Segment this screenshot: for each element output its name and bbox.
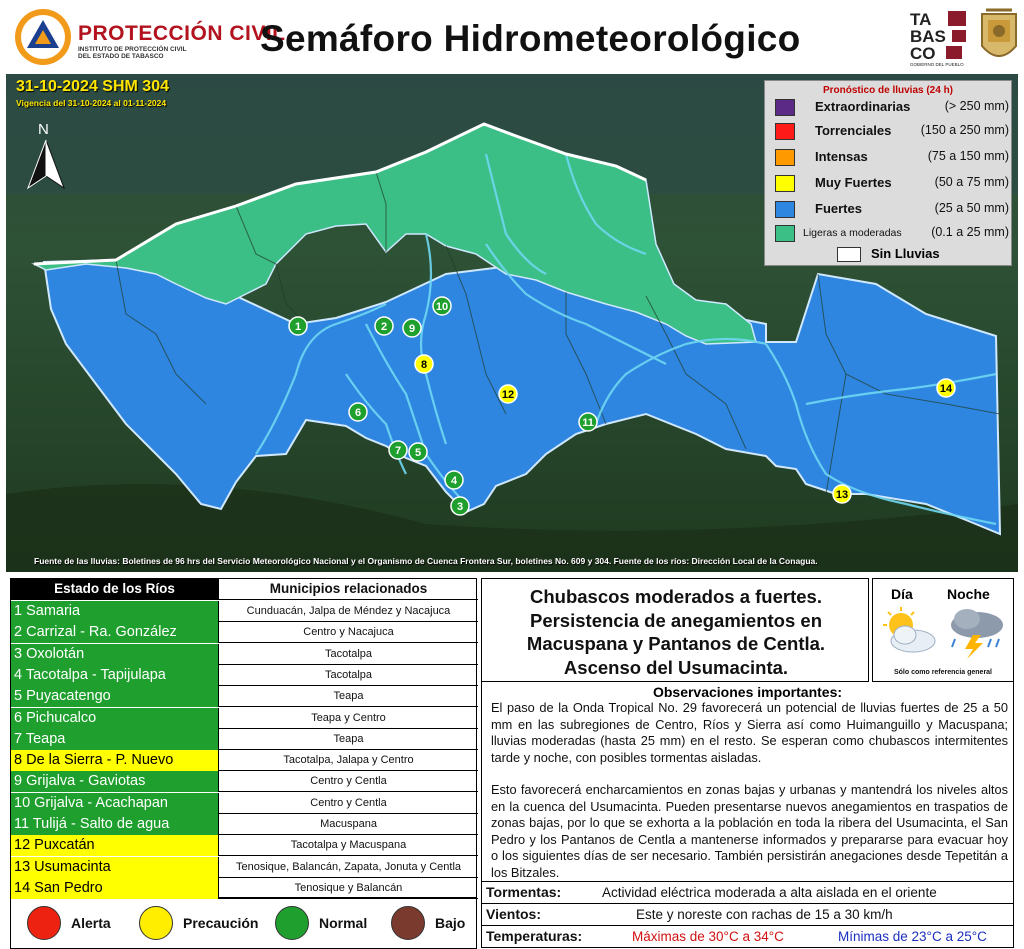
- legend-swatch: [775, 123, 795, 140]
- status-label: Bajo: [435, 915, 466, 931]
- org-title: PROTECCIÓN CIVIL: [78, 22, 286, 45]
- summary-line: Macuspana y Pantanos de Centla.: [526, 633, 826, 654]
- legend-swatch: [775, 149, 795, 166]
- legend-label: Extraordinarias: [815, 99, 911, 114]
- status-label: Normal: [319, 915, 368, 931]
- station-marker-3: [451, 497, 469, 515]
- related-municipalities: Cunduacán, Jalpa de Méndez y Nacajuca: [246, 605, 451, 617]
- station-marker-11: [579, 413, 597, 431]
- temperatures-label: Temperaturas:: [486, 928, 583, 944]
- observations-paragraph-2: Esto favorecerá encharcamientos en zonas bajas y urbanas y mantendrá los niveles altos en la cuenca del Usumacinta. Pueden presentarse nuevos anegamientos en traspatios de zonas bajas, por lo que se exhorta a la población en toda la ribera del Usumacinta, el San Pedro y los Pantanos de Centla a mantenerse informados y prepararse para evacuar hoy o los siguientes días de ser necesario. También persistirán anegaciones desde Tepetitán a los Bitzales.: [491, 782, 1008, 880]
- station-marker-5: [409, 443, 427, 461]
- river-name: 10 Grijalva - Acachapan: [11, 793, 219, 814]
- svg-text:GOBIERNO DEL PUEBLO: GOBIERNO DEL PUEBLO: [910, 62, 964, 67]
- reference-note: Sólo como referencia general: [893, 669, 993, 676]
- winds-row: [481, 904, 1014, 926]
- legend-item: [773, 199, 1009, 221]
- station-number: 3: [456, 501, 464, 513]
- storms-value: Actividad eléctrica moderada a alta aislada en el oriente: [602, 885, 937, 900]
- source-note: Fuente de las lluvias: Boletines de 96 hrs del Servicio Meteorológico Nacional y el Organismo de Cuenca Frontera Sur, boletines No. 609 y 304. Fuente de los ríos: Dirección Local de la Conagua.: [34, 556, 818, 566]
- status-label: Precaución: [183, 915, 259, 931]
- station-marker-10: [433, 297, 451, 315]
- table-row: [11, 771, 478, 792]
- river-name: 2 Carrizal - Ra. González: [11, 622, 219, 643]
- station-number: 4: [450, 475, 458, 487]
- station-number: 11: [582, 417, 594, 429]
- rain-legend: [764, 80, 1012, 266]
- storm-cloud-icon: [943, 605, 1007, 659]
- winds-label: Vientos:: [486, 906, 541, 922]
- svg-text:CO: CO: [910, 44, 936, 63]
- status-dot: [391, 906, 425, 940]
- river-name: 12 Puxcatán: [11, 835, 219, 856]
- legend-swatch: [775, 201, 795, 218]
- table-row: [11, 708, 478, 729]
- station-number: 2: [380, 321, 388, 333]
- observations-paragraph-1: El paso de la Onda Tropical No. 29 favorecerá un potencial de lluvias fuertes de 25 a 50 mm en las subregiones de Centro, Ríos y Sierra así como Huimanguillo y Macuspana; lluvias moderadas (hasta 25 mm) en el resto. Se esperan como chubascos intermitentes tarde y noche, con posibles tormentas aisladas.: [491, 700, 1008, 765]
- related-municipalities: Centro y Centla: [310, 775, 387, 788]
- station-marker-2: [375, 317, 393, 335]
- day-night-forecast: [872, 578, 1014, 682]
- legend-range: (> 250 mm): [944, 99, 1009, 113]
- station-number: 6: [354, 407, 362, 419]
- temperature-min: Mínimas de 23°C a 25°C: [838, 929, 987, 944]
- summary-line: Persistencia de anegamientos en: [529, 609, 822, 631]
- station-number: 7: [394, 445, 402, 457]
- station-number: 10: [435, 301, 449, 313]
- status-legend: [10, 898, 477, 949]
- observations-title: Observaciones importantes:: [652, 684, 843, 700]
- river-name: 9 Grijalva - Gaviotas: [11, 771, 219, 792]
- station-marker-8: [415, 355, 433, 373]
- header: [0, 0, 1024, 74]
- map-panel: [6, 74, 1018, 572]
- related-municipalities: Centro y Centla: [310, 796, 387, 809]
- related-municipalities: Macuspana: [320, 818, 377, 830]
- storms-row: [481, 882, 1014, 904]
- related-municipalities: Tacotalpa y Macuspana: [290, 839, 407, 852]
- summary-line: Ascenso del Usumacinta.: [563, 656, 789, 678]
- station-number: 14: [939, 383, 953, 395]
- river-name: 8 De la Sierra - P. Nuevo: [11, 750, 219, 771]
- night-label: Noche: [947, 586, 990, 602]
- legend-range: (150 a 250 mm): [920, 123, 1009, 137]
- table-row: [11, 686, 478, 707]
- table-row: [11, 857, 478, 878]
- station-number: 12: [501, 389, 515, 401]
- station-number: 8: [420, 359, 428, 371]
- bulletin-date-title: 31-10-2024 SHM 304: [16, 78, 169, 95]
- table-header: [11, 579, 478, 600]
- related-municipalities: Teapa: [333, 690, 364, 703]
- table-row: [11, 729, 478, 750]
- related-municipalities: Tacotalpa: [324, 647, 373, 660]
- summary-box: [481, 578, 869, 682]
- legend-title: Pronóstico de lluvias (24 h): [822, 85, 954, 96]
- table-row: [11, 750, 478, 771]
- svg-text:BAS: BAS: [910, 27, 946, 46]
- legend-item: [773, 97, 1009, 119]
- station-marker-12: [499, 385, 517, 403]
- status-dot: [27, 906, 61, 940]
- svg-text:N: N: [38, 121, 49, 138]
- org-subtitle-2: DEL ESTADO DE TABASCO: [78, 53, 164, 60]
- station-marker-14: [937, 379, 955, 397]
- station-number: 1: [294, 321, 302, 333]
- table-row: [11, 814, 478, 835]
- state-seal-icon: [978, 6, 1020, 68]
- related-municipalities: Teapa y Centro: [311, 711, 386, 724]
- related-municipalities: Tenosique, Balancán, Zapata, Jonuta y Centla: [235, 860, 462, 873]
- column-header-municipalities: Municipios relacionados: [269, 581, 428, 596]
- legend-range: (75 a 150 mm): [927, 149, 1009, 163]
- table-row: [11, 644, 478, 665]
- station-marker-4: [445, 471, 463, 489]
- river-name: 14 San Pedro: [11, 878, 219, 899]
- legend-item: [773, 173, 1009, 195]
- status-dot: [139, 906, 173, 940]
- station-marker-6: [349, 403, 367, 421]
- related-municipalities: Centro y Nacajuca: [303, 626, 394, 639]
- station-number: 9: [408, 323, 416, 335]
- station-marker-13: [833, 485, 851, 503]
- legend-range: (25 a 50 mm): [934, 201, 1009, 215]
- station-marker-9: [403, 319, 421, 337]
- column-header-river: Estado de los Ríos: [11, 579, 219, 600]
- tabasco-government-logo: [908, 8, 970, 68]
- table-row: [11, 622, 478, 643]
- table-row: [11, 601, 478, 622]
- org-subtitle-1: INSTITUTO DE PROTECCIÓN CIVIL: [78, 46, 187, 53]
- legend-label: Torrenciales: [815, 123, 892, 138]
- page-title: Semáforo Hidrometeorológico: [260, 18, 801, 59]
- river-name: 4 Tacotalpa - Tapijulapa: [11, 665, 219, 686]
- related-municipalities: Tacotalpa: [324, 668, 373, 681]
- station-marker-7: [389, 441, 407, 459]
- temperatures-row: [481, 926, 1014, 948]
- svg-text:TA: TA: [910, 10, 932, 29]
- winds-value: Este y noreste con rachas de 15 a 30 km/h: [636, 907, 893, 922]
- proteccion-civil-logo: [14, 8, 72, 66]
- legend-label: Ligeras a moderadas: [803, 227, 902, 239]
- day-label: Día: [891, 586, 913, 602]
- station-marker-1: [289, 317, 307, 335]
- validity-period: Vigencia del 31-10-2024 al 01-11-2024: [16, 98, 167, 108]
- forecast-summary: [492, 585, 860, 679]
- sun-cloud-icon: [879, 607, 939, 655]
- river-name: 7 Teapa: [11, 729, 219, 750]
- related-municipalities: Tacotalpa, Jalapa y Centro: [283, 754, 414, 767]
- river-name: 13 Usumacinta: [11, 857, 219, 878]
- legend-range: (0.1 a 25 mm): [931, 225, 1009, 239]
- river-name: 6 Pichucalco: [11, 708, 219, 729]
- legend-swatch: [775, 225, 795, 242]
- legend-swatch: [837, 247, 861, 262]
- table-row: [11, 835, 478, 856]
- related-municipalities: Tenosique y Balancán: [294, 881, 403, 894]
- river-name: 5 Puyacatengo: [11, 686, 219, 707]
- observations-box: [481, 682, 1014, 882]
- legend-item: [773, 121, 1009, 143]
- river-name: 1 Samaria: [11, 601, 219, 622]
- table-row: [11, 665, 478, 686]
- legend-swatch: [775, 175, 795, 192]
- storms-label: Tormentas:: [486, 884, 562, 900]
- org-block: [78, 22, 286, 60]
- legend-label: Fuertes: [815, 201, 862, 216]
- legend-item: [773, 223, 1009, 245]
- station-number: 5: [414, 447, 422, 459]
- station-number: 13: [835, 489, 849, 501]
- status-dot: [275, 906, 309, 940]
- legend-label: Intensas: [815, 149, 868, 164]
- summary-line: Chubascos moderados a fuertes.: [530, 586, 822, 607]
- table-row: [11, 878, 478, 899]
- north-arrow-icon: [24, 118, 68, 192]
- legend-label: Muy Fuertes: [815, 175, 892, 190]
- legend-item: [773, 147, 1009, 169]
- rivers-table: [10, 578, 477, 898]
- status-label: Alerta: [71, 915, 111, 931]
- temperature-max: Máximas de 30°C a 34°C: [632, 929, 784, 944]
- legend-swatch: [775, 99, 795, 116]
- legend-label: Sin Lluvias: [871, 246, 940, 261]
- related-municipalities: Teapa: [333, 732, 364, 745]
- river-name: 11 Tulijá - Salto de agua: [11, 814, 219, 835]
- table-row: [11, 793, 478, 814]
- legend-range: (50 a 75 mm): [934, 175, 1009, 189]
- river-name: 3 Oxolotán: [11, 644, 219, 665]
